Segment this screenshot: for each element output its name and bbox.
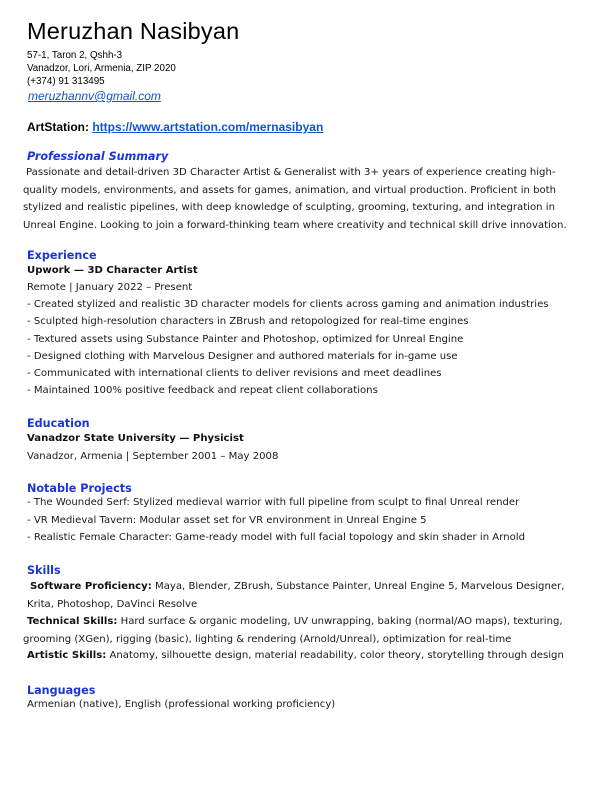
candidate-name: Meruzhan Nasibyan (27, 18, 240, 44)
technical-text: Hard surface & organic modeling, UV unwrapping, baking (normal/AO maps), texturing, grooming (XGen), rigging (basic), lighting & rendering (Arnold/Unreal), optimization for real-time (23, 616, 563, 645)
technical-label: Technical Skills: (27, 616, 118, 627)
experience-bullet: - Created stylized and realistic 3D character models for clients across gaming and animation industries (27, 299, 549, 310)
project-item: - Realistic Female Character: Game-ready model with full facial topology and skin shader in Arnold (27, 532, 525, 543)
languages-heading: Languages (27, 684, 96, 697)
experience-heading: Experience (27, 249, 97, 262)
artistic-label: Artistic Skills: (27, 650, 107, 661)
education-meta: Vanadzor, Armenia | September 2001 – May 2008 (27, 451, 279, 462)
experience-bullet: - Sculpted high-resolution characters in ZBrush and retopologized for real-time engines (27, 316, 469, 327)
summary-text: Passionate and detail-driven 3D Character Artist & Generalist with 3+ years of experience creating high-quality models, environments, and assets for games, animation, and virtual production. Proficient in both stylized and realistic pipelines, with deep knowledge of sculpting, grooming, texturing, and integration in Unreal Engine. Looking to join a forward-thinking team where creativity and technical skill drive innovation. (23, 167, 567, 231)
address-line-2: Vanadzor, Lori, Armenia, ZIP 2020 (27, 63, 176, 74)
projects-heading: Notable Projects (27, 482, 132, 495)
experience-role: Upwork — 3D Character Artist (27, 265, 198, 276)
experience-meta: Remote | January 2022 – Present (27, 282, 193, 293)
address-line-1: 57-1, Taron 2, Qshh-3 (27, 50, 123, 61)
software-label: Software Proficiency: (30, 581, 152, 592)
summary-heading: Professional Summary (27, 150, 169, 163)
software-text: Maya, Blender, ZBrush, Substance Painter, Unreal Engine 5, Marvelous Designer, Krita, Photoshop, DaVinci Resolve (27, 581, 565, 610)
experience-bullet: - Communicated with international clients to deliver revisions and meet deadlines (27, 368, 442, 379)
experience-bullet: - Designed clothing with Marvelous Designer and authored materials for in-game use (27, 351, 458, 362)
project-item: - VR Medieval Tavern: Modular asset set for VR environment in Unreal Engine 5 (27, 515, 427, 526)
artstation-line (27, 120, 323, 134)
artistic-text: Anatomy, silhouette design, material readability, color theory, storytelling through design (109, 650, 564, 661)
software-skills (27, 578, 572, 613)
languages-text: Armenian (native), English (professional working proficiency) (27, 699, 336, 710)
artstation-link[interactable]: https://www.artstation.com/mernasibyan (92, 120, 324, 134)
artstation-label: ArtStation: (27, 120, 89, 134)
email-link[interactable]: meruzhannv@gmail.com (28, 89, 161, 103)
experience-bullet: - Maintained 100% positive feedback and repeat client collaborations (27, 385, 378, 396)
education-school: Vanadzor State University — Physicist (27, 433, 244, 444)
project-item: - The Wounded Serf: Stylized medieval warrior with full pipeline from sculpt to final Unreal render (27, 497, 520, 508)
experience-bullet: - Textured assets using Substance Painter and Photoshop, optimized for Unreal Engine (27, 334, 464, 345)
skills-heading: Skills (27, 564, 61, 577)
phone-number: (+374) 91 313495 (27, 76, 105, 87)
artistic-skills (27, 647, 583, 665)
technical-skills (23, 613, 583, 648)
education-heading: Education (27, 417, 90, 430)
